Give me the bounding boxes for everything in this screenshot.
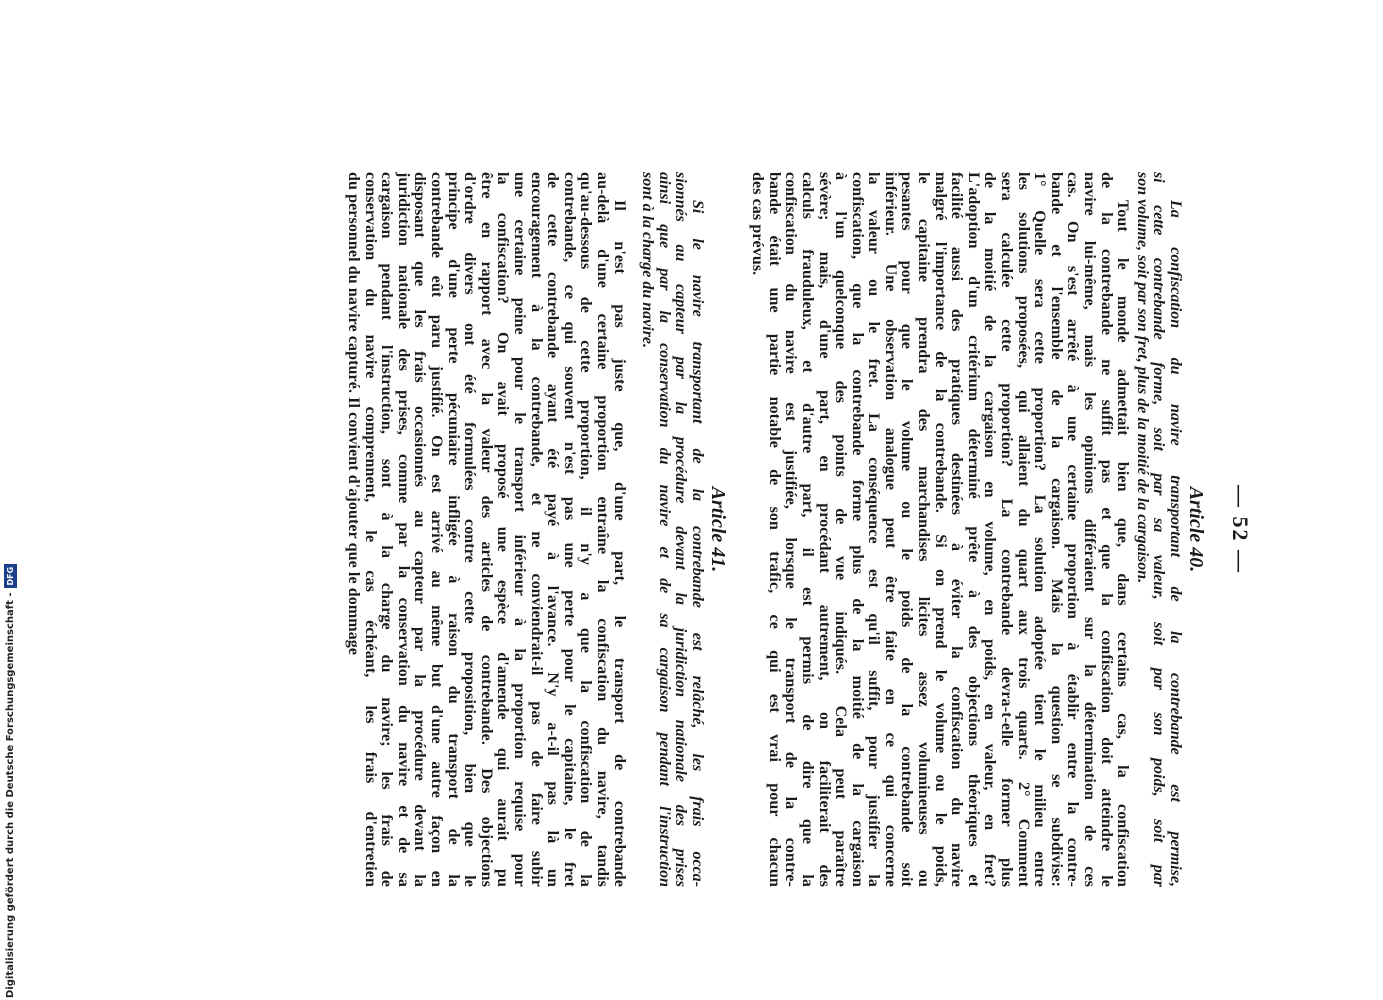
text-line: être en rapport avec la valeur des articles de contrebande. Des objections [477,172,495,887]
article-41-summary [639,172,705,887]
article-40-body [749,172,1131,887]
text-line: contrebande, ce qui souvent n'est pas une perte pour le capitaine, le fret [560,172,578,887]
text-line: La confiscation du navire transportant de la contrebande est permise, [1167,200,1184,887]
text-line: disposant que les frais occasionnés au capteur par la procédure devant la [411,172,429,887]
text-line: 1° Quelle sera cette proportion? La solution adoptée tient le milieu entre [1031,172,1049,887]
text-line: Il n'est pas juste que, d'une part, le transport de contrebande [610,200,628,887]
text-line: juridiction nationale des prises, comme par la conservation du navire et de sa [394,172,412,887]
text-line: de cette contrebande ayant été payé à l'avance. N'y a-t-il pas là un [544,172,562,887]
text-line: une certaine peine pour le transport inférieur à la proportion requise pour [511,172,529,887]
text-line: de la contrebande ne suffit pas et que la confiscation doit atteindre le [1097,172,1115,887]
text-line: pesantes pour que le volume ou le poids de la contrebande soit [898,172,916,887]
text-line: à l'un quelconque des points de vue indiqués. Cela peut paraître [832,172,850,887]
text-line: cas. On s'est arrêté à une certaine proportion à établir entre la contre- [1064,172,1082,887]
text-line: bande et l'ensemble de la cargaison. Mais la question se subdivise: [1047,172,1065,887]
text-line: qu'au-dessous de cette proportion, il n'y a que la confiscation de la [577,172,595,887]
text-line: ainsi que par la conservation du navire et de sa cargaison pendant l'instruction [655,172,673,887]
text-line: confiscation, que la contrebande forme plus de la moitié de la cargaison [848,172,866,887]
text-line: bande était une partie notable de son trafic, ce qui est vrai pour chacun [765,172,783,887]
text-line: d'ordre divers ont été formulées contre cette proposition, bien que le [461,172,479,887]
text-line: contrebande eût paru justifié. On est arrivé au même but d'une autre façon en [428,172,446,887]
text-line: si cette contrebande forme, soit par sa valeur, soit par son poids, soit par [1150,172,1168,887]
text-line: le capitaine prendra des marchandises licites assez volumineuses ou [915,172,933,887]
article-40-heading: Article 40. [1185,486,1207,573]
text-line: sionnés au capteur par la procédure devant la juridiction nationale des prises [672,172,690,887]
article-41-body [345,172,627,887]
text-line: de la moitié de la cargaison en volume, en poids, en valeur, en fret? [981,172,999,887]
page-number: — 52 — [1228,485,1253,574]
article-41 [345,172,731,887]
text-line: inférieur. Une observation analogue peut être faite en ce qui concerne [881,172,899,887]
text-line: au-delà d'une certaine proportion entraîne la confiscation du navire, tandis [594,172,612,887]
text-line: des cas prévus. [749,172,767,276]
text-line: sera calculée cette proportion? La contrebande devra-t-elle former plus [998,172,1016,887]
article-41-heading: Article 41. [707,486,729,573]
text-line: facilité aussi des pratiques destinées à éviter la confiscation du navire [948,172,966,887]
text-line: Tout le monde admettait bien que, dans certains cas, la confiscation [1114,200,1132,887]
text-line: cargaison pendant l'instruction, sont à la charge du navire; les frais de [378,172,396,887]
text-line: les solutions proposées, qui allaient du quart aux trois quarts. 2° Comment [1014,172,1032,887]
text-line: la valeur ou le fret. La conséquence est qu'il suffit, pour justifier la [865,172,883,887]
text-line: confiscation du navire est justifiée, lorsque le transport de la contre- [782,172,800,887]
rotated-page [173,172,1253,887]
digitization-credit [3,566,17,998]
text-line: encouragement à la contrebande, et ne conviendrait-il pas de faire subir [527,172,545,887]
text-line: sévère; mais, d'une part, en procédant autrement, on faciliterait des [815,172,833,887]
text-line: conservation du navire comprennent, le cas échéant, les frais d'entretien [361,172,379,887]
dfg-logo: DFG [4,564,17,589]
text-line: la confiscation? On avait proposé une espèce d'amende qui aurait pu [494,172,512,887]
text-line: son volume, soit par son fret, plus de la moitié de la cargaison. [1133,172,1151,584]
text-line: Si le navire transportant de la contrebande est relâché, les frais occa- [689,200,706,887]
article-40 [749,172,1209,887]
text-line: du personnel du navire capturé. Il convient d'ajouter que le dommage [345,172,363,656]
credit-text: Digitalisierung gefördert durch die Deutsche Forschungsgemeinschaft - [4,592,16,998]
text-line: sont à la charge du navire. [639,172,657,349]
text-line: malgré l'importance de la contrebande. Si on prend le volume ou le poids, [931,172,949,887]
text-line: principe d'une perte pécuniaire infligée à raison du transport de la [444,172,462,887]
text-line: L'adoption d'un critérium déterminé prête à des objections théoriques et [964,172,982,887]
article-40-summary [1133,172,1183,887]
text-line: navire lui-même, mais les opinions différaient sur la détermination de ces [1081,172,1099,887]
text-line: calculs frauduleux, et d'autre part, il est permis de dire que la [798,172,816,887]
